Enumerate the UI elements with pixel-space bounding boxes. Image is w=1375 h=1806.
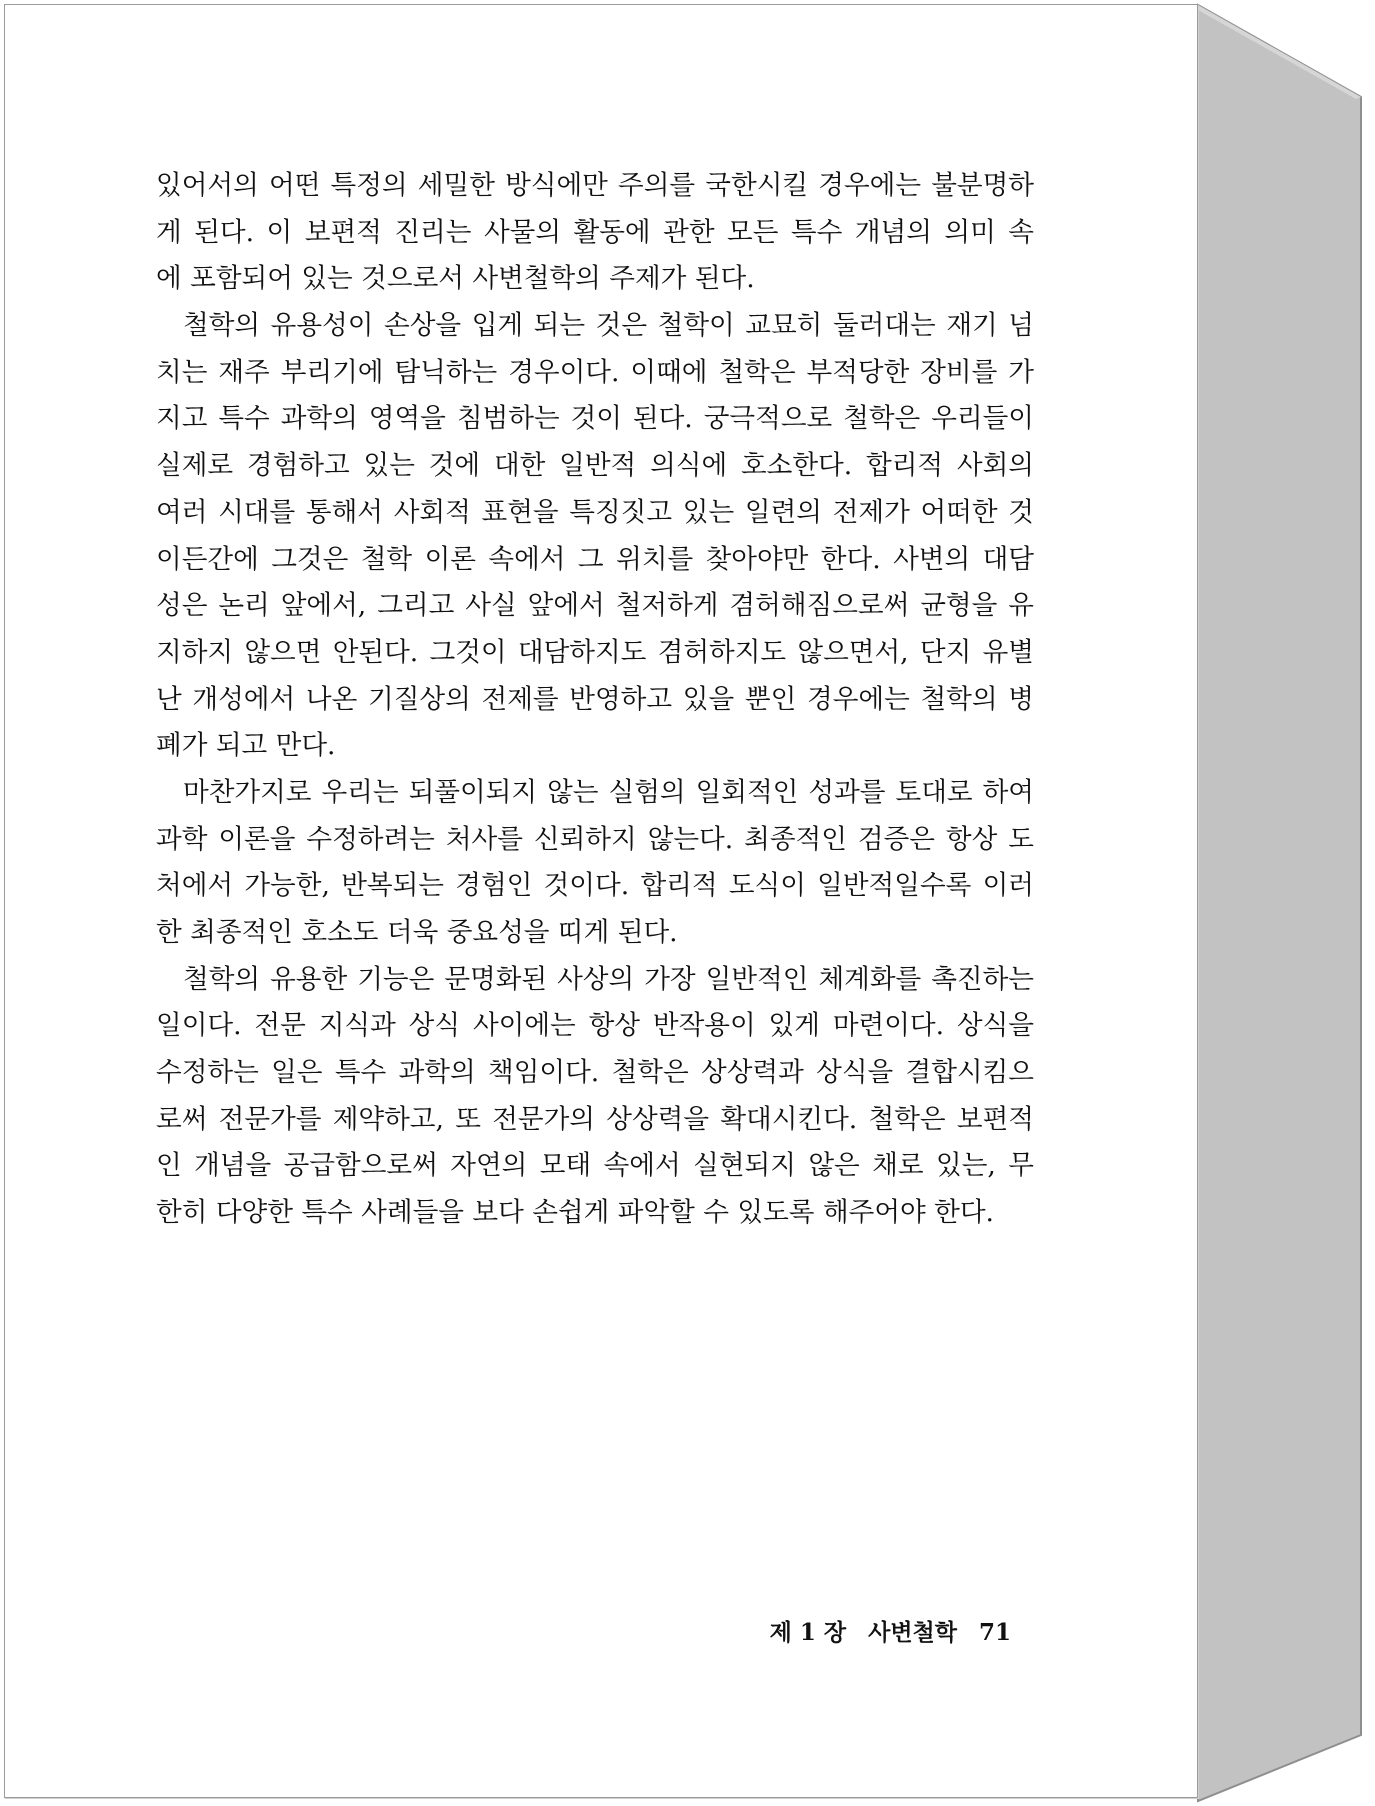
- text-line: 성은 논리 앞에서, 그리고 사실 앞에서 철저하게 겸허해짐으로써 균형을 유: [156, 590, 1034, 622]
- page-number: 71: [978, 1619, 1011, 1646]
- text-line: 철학의 유용한 기능은 문명화된 사상의 가장 일반적인 체계화를 촉진하는: [183, 963, 1034, 995]
- text-line: 일이다. 전문 지식과 상식 사이에는 항상 반작용이 있게 마련이다. 상식을: [156, 1010, 1034, 1042]
- text-line: 여러 시대를 통해서 사회적 표현을 특징짓고 있는 일련의 전제가 어떠한 것: [156, 496, 1034, 528]
- chapter-label: 제 1 장: [769, 1619, 847, 1646]
- text-line: 난 개성에서 나온 기질상의 전제를 반영하고 있을 뿐인 경우에는 철학의 병: [156, 683, 1034, 715]
- text-line: 한히 다양한 특수 사례들을 보다 손쉽게 파악할 수 있도록 해주어야 한다.: [156, 1197, 994, 1229]
- text-line: 폐가 되고 만다.: [156, 730, 336, 762]
- paragraph-1: [156, 163, 1034, 303]
- paragraph-3: [156, 770, 1034, 957]
- text-line: 마찬가지로 우리는 되풀이되지 않는 실험의 일회적인 성과를 토대로 하여: [183, 776, 1034, 808]
- text-line: 처에서 가능한, 반복되는 경험인 것이다. 합리적 도식이 일반적일수록 이러: [156, 870, 1034, 902]
- text-line: 이든간에 그것은 철학 이론 속에서 그 위치를 찾아야만 한다. 사변의 대담: [156, 543, 1034, 575]
- text-line: 지고 특수 과학의 영역을 침범하는 것이 된다. 궁극적으로 철학은 우리들이: [156, 403, 1034, 435]
- body-text: [156, 163, 1034, 1237]
- chapter-title: 사변철학: [868, 1619, 957, 1646]
- book-thickness-side: [1198, 5, 1361, 1801]
- text-line: 인 개념을 공급함으로써 자연의 모태 속에서 실현되지 않은 채로 있는, 무: [156, 1150, 1034, 1182]
- text-line: 지하지 않으면 안된다. 그것이 대담하지도 겸허하지도 않으면서, 단지 유별: [156, 636, 1034, 668]
- page-footer: [0, 1614, 1011, 1647]
- paragraph-4: [156, 957, 1034, 1237]
- text-line: 게 된다. 이 보편적 진리는 사물의 활동에 관한 모든 특수 개념의 의미 속: [156, 216, 1034, 248]
- text-line: 한 최종적인 호소도 더욱 중요성을 띠게 된다.: [156, 917, 678, 948]
- text-line: 치는 재주 부리기에 탐닉하는 경우이다. 이때에 철학은 부적당한 장비를 가: [156, 356, 1034, 388]
- paragraph-2: [156, 303, 1034, 770]
- text-line: 철학의 유용성이 손상을 입게 되는 것은 철학이 교묘히 둘러대는 재기 넘: [183, 310, 1034, 342]
- text-line: 실제로 경험하고 있는 것에 대한 일반적 의식에 호소한다. 합리적 사회의: [156, 450, 1034, 482]
- text-line: 있어서의 어떤 특정의 세밀한 방식에만 주의를 국한시킬 경우에는 불분명하: [156, 170, 1034, 201]
- text-line: 과학 이론을 수정하려는 처사를 신뢰하지 않는다. 최종적인 검증은 항상 도: [156, 823, 1034, 855]
- text-line: 에 포함되어 있는 것으로서 사변철학의 주제가 된다.: [156, 263, 755, 295]
- text-line: 수정하는 일은 특수 과학의 책임이다. 철학은 상상력과 상식을 결합시킴으: [156, 1057, 1034, 1089]
- text-line: 로써 전문가를 제약하고, 또 전문가의 상상력을 확대시킨다. 철학은 보편적: [156, 1103, 1034, 1135]
